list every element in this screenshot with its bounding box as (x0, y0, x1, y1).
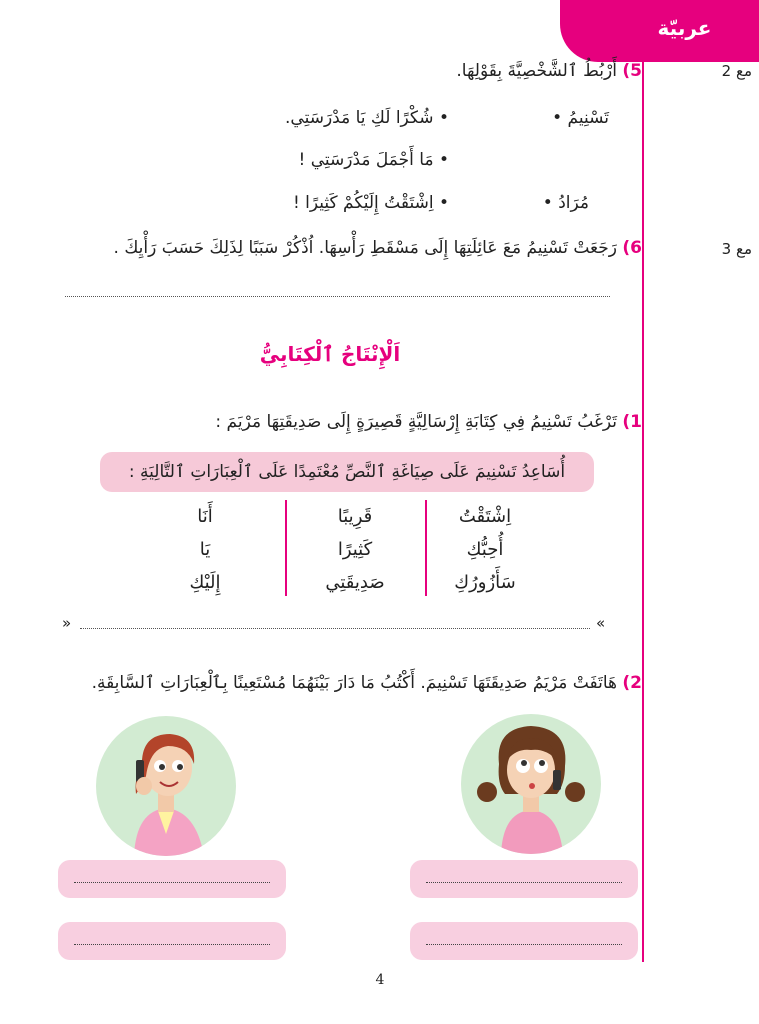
quote-item-1: • شُكْرًا لَكِ يَا مَدْرَسَتِي. (285, 108, 449, 128)
p2-number: 2) (622, 673, 642, 693)
quote-3: اِشْتَقْتُ إِلَيْكُمْ كَثِيرًا ! (292, 193, 434, 213)
q5-text (456, 60, 642, 81)
quote-item-2: • مَا أَجْمَلَ مَدْرَسَتِي ! (298, 150, 449, 170)
word-item: أُحِبُّكِ (466, 539, 504, 560)
p2-instruction: هَاتَفَتْ مَرْيَمُ صَدِيقَتَهَا تَسْنِيمَ. أَكْتُبُ مَا دَارَ بَيْنَهُمَا مُسْتَعِينًا بِٱلْعِبَارَاتِ ٱلسَّابِقَةِ. (91, 673, 617, 693)
instruction-banner: أُسَاعِدُ تَسْنِيمَ عَلَى صِيَاغَةِ ٱلنَّصِّ مُعْتَمِدًا عَلَى ٱلْعِبَارَاتِ ٱلتَّالِيَةِ : (100, 452, 594, 492)
answer-line (74, 944, 270, 945)
subject-tab (560, 0, 759, 62)
standard-label-q6: مع 3 (721, 240, 752, 258)
character-maryam-drawing (96, 716, 236, 856)
name-item-2: مُرَادُ • (542, 193, 589, 213)
word-item: صَدِيقَتِي (325, 572, 385, 593)
p1-instruction: تَرْغَبُ تَسْنِيمُ فِي كِتَابَةِ إِرْسَالِيَّةٍ قَصِيرَةٍ إِلَى صَدِيقَتِهَا مَرْيَمَ : (215, 412, 617, 432)
word-item: قَرِيبًا (337, 506, 373, 527)
answer-line-p1 (80, 628, 590, 629)
q6-instruction: رَجَعَتْ تَسْنِيمُ مَعَ عَائِلَتِهَا إِلَى مَسْقَطِ رَأْسِهَا. اُذْكُرْ سَبَبًا لِذَلِكَ حَسَبَ رَأْيِكَ . (113, 238, 617, 258)
name-item-1: تَسْنِيمُ • (552, 108, 609, 128)
column-separator-1 (285, 500, 287, 596)
dialogue-box-tasnim-1[interactable] (410, 860, 638, 898)
page-number: 4 (375, 972, 385, 988)
p1-text (215, 412, 642, 432)
word-item: سَأَزُورُكِ (454, 572, 516, 593)
dialogue-box-maryam-1[interactable] (58, 860, 286, 898)
q6-number: 6) (622, 238, 642, 258)
standard-label-q5: مع 2 (721, 62, 752, 80)
answer-line (426, 882, 622, 883)
dialogue-box-tasnim-2[interactable] (410, 922, 638, 960)
q5-number: 5) (622, 61, 642, 81)
word-item: إِلَيْكِ (189, 572, 221, 593)
dialogue-box-maryam-2[interactable] (58, 922, 286, 960)
character-tasnim-drawing (461, 714, 601, 854)
name-murad: مُرَادُ (558, 193, 589, 213)
p2-text (92, 672, 642, 693)
character-tasnim-illustration (461, 714, 601, 854)
q5-instruction: أَرْبُطُ ٱلشَّخْصِيَّةَ بِقَوْلِهَا. (456, 61, 617, 81)
column-separator-2 (425, 500, 427, 596)
quote-item-3: • اِشْتَقْتُ إِلَيْكُمْ كَثِيرًا ! (292, 193, 449, 213)
margin-line (642, 62, 644, 962)
answer-line (74, 882, 270, 883)
name-tasnim: تَسْنِيمُ (567, 108, 609, 128)
word-item: أَنَا (197, 506, 213, 527)
quote-open: « (596, 614, 606, 632)
p1-number: 1) (622, 412, 642, 432)
word-item: كَثِيرًا (337, 539, 373, 560)
character-maryam-illustration (96, 716, 236, 856)
quote-close: » (62, 614, 72, 632)
section-title: اَلْإِنْتَاجُ ٱلْكِتَابِيُّ (259, 342, 401, 366)
quote-1: شُكْرًا لَكِ يَا مَدْرَسَتِي. (285, 108, 434, 128)
quote-2: مَا أَجْمَلَ مَدْرَسَتِي ! (298, 150, 434, 170)
q6-text (114, 238, 642, 258)
answer-line (426, 944, 622, 945)
word-item: اِشْتَقْتُ (458, 506, 512, 527)
answer-line-q6 (65, 296, 610, 297)
subject-label: عربيّة (657, 16, 712, 40)
word-item: يَا (199, 539, 211, 560)
